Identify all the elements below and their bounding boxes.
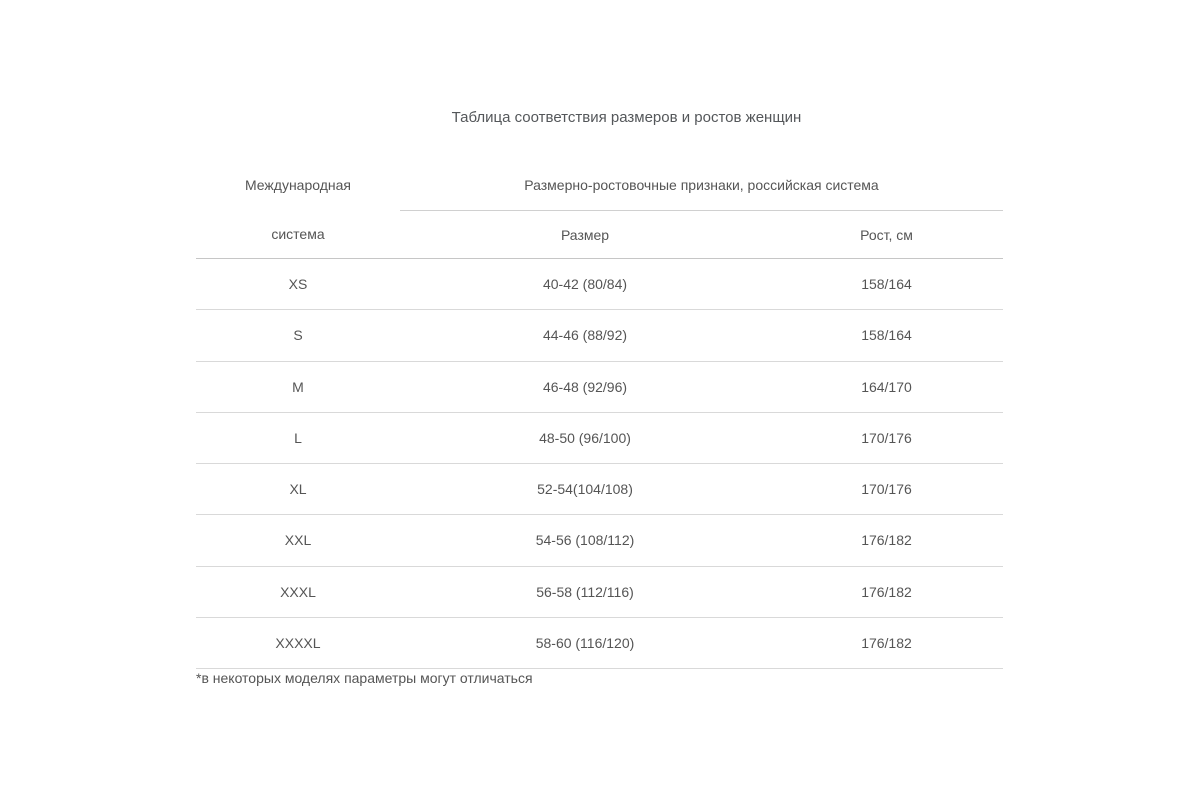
- table-row: [196, 310, 1003, 361]
- cell-russian-size: 44-46 (88/92): [400, 310, 770, 361]
- cell-russian-size: 52-54(104/108): [400, 464, 770, 515]
- cell-height: 170/176: [770, 464, 1003, 515]
- page-title: Таблица соответствия размеров и ростов женщин: [451, 109, 802, 126]
- cell-russian-size: 58-60 (116/120): [400, 617, 770, 668]
- cell-international-size: XXXXL: [196, 617, 400, 668]
- cell-height: 170/176: [770, 412, 1003, 463]
- table-row: [196, 464, 1003, 515]
- size-table: [196, 160, 1003, 669]
- cell-international-size: XXL: [196, 515, 400, 566]
- table-header-row-group: [196, 160, 1003, 211]
- column-header-height: Рост, см: [770, 211, 1003, 259]
- table-row: [196, 566, 1003, 617]
- table-row: [196, 361, 1003, 412]
- cell-russian-size: 54-56 (108/112): [400, 515, 770, 566]
- cell-height: 176/182: [770, 617, 1003, 668]
- cell-height: 158/164: [770, 259, 1003, 310]
- cell-height: 176/182: [770, 515, 1003, 566]
- cell-russian-size: 48-50 (96/100): [400, 412, 770, 463]
- table-row: [196, 259, 1003, 310]
- cell-russian-size: 56-58 (112/116): [400, 566, 770, 617]
- cell-international-size: M: [196, 361, 400, 412]
- cell-height: 164/170: [770, 361, 1003, 412]
- column-header-international-line1: Международная: [244, 177, 352, 193]
- cell-international-size: XL: [196, 464, 400, 515]
- column-group-header-russian-system: Размерно-ростовочные признаки, российская система: [400, 160, 1003, 211]
- cell-russian-size: 46-48 (92/96): [400, 361, 770, 412]
- cell-international-size: XS: [196, 259, 400, 310]
- column-header-international-line2: система: [271, 226, 325, 242]
- cell-international-size: L: [196, 412, 400, 463]
- column-header-size: Размер: [400, 211, 770, 259]
- cell-international-size: S: [196, 310, 400, 361]
- column-header-international-system: [196, 160, 400, 259]
- table-row: [196, 617, 1003, 668]
- table-row: [196, 412, 1003, 463]
- cell-height: 158/164: [770, 310, 1003, 361]
- cell-international-size: XXXL: [196, 566, 400, 617]
- footnote: *в некоторых моделях параметры могут отличаться: [196, 670, 533, 686]
- cell-height: 176/182: [770, 566, 1003, 617]
- size-table-container: [196, 160, 1003, 669]
- cell-russian-size: 40-42 (80/84): [400, 259, 770, 310]
- table-row: [196, 515, 1003, 566]
